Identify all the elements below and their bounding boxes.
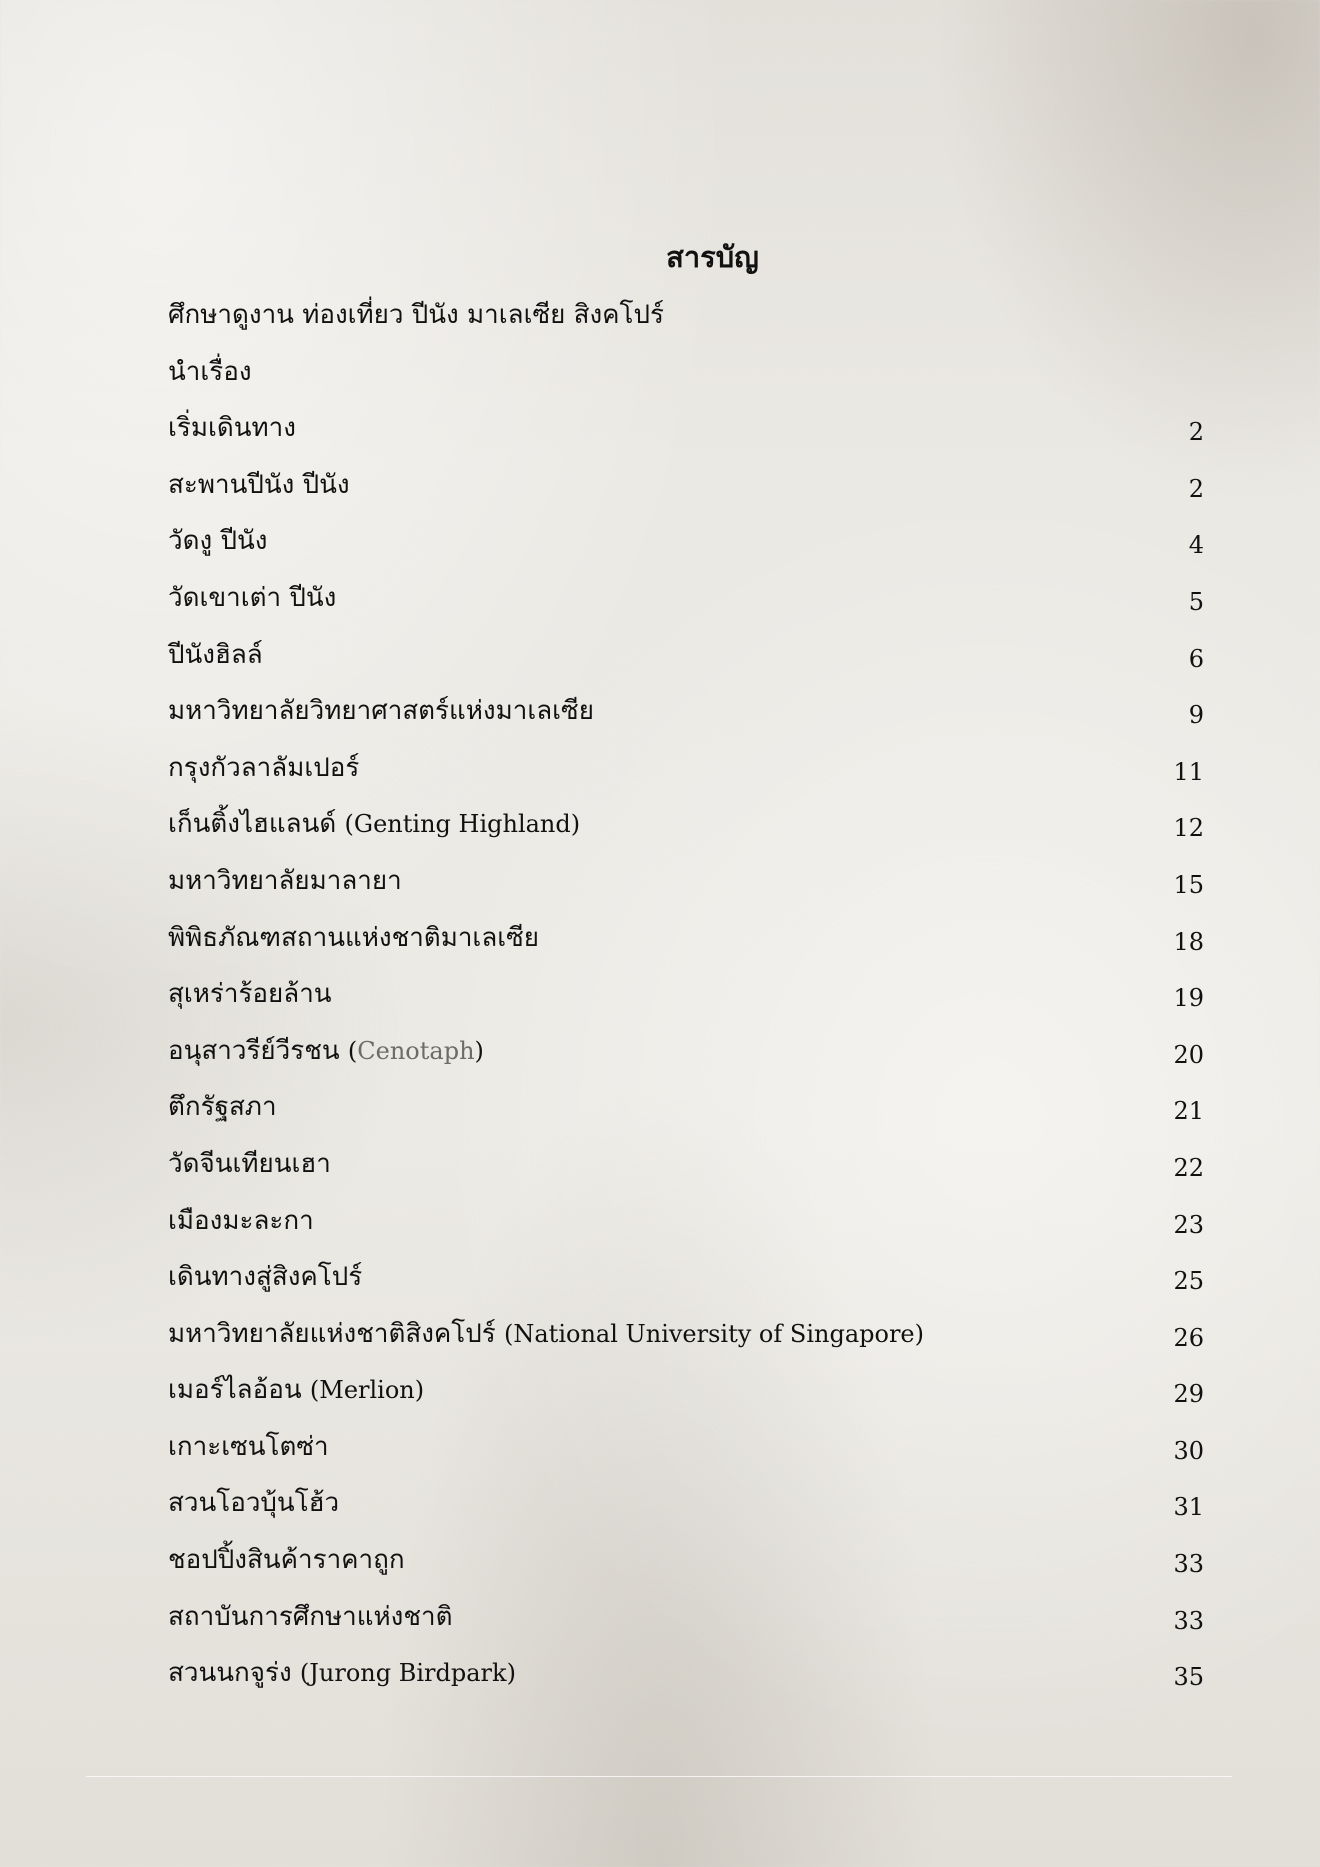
toc-entry-page: 33: [1173, 1550, 1204, 1579]
toc-entry: [168, 516, 1204, 573]
toc-entry-label: มหาวิทยาลัยมาลายา: [168, 865, 402, 896]
toc-entry: [168, 1082, 1204, 1139]
toc-entry-label-english: (National University of Singapore): [504, 1319, 924, 1348]
toc-entry-label: เดินทางสู่สิงคโปร์: [168, 1262, 363, 1293]
toc-entry-page: 33: [1173, 1606, 1204, 1635]
toc-entry: [168, 1309, 1204, 1366]
toc-entry: [168, 290, 1204, 347]
toc-entry-page: 21: [1173, 1097, 1204, 1126]
toc-entry: [168, 1026, 1204, 1083]
toc-entry: [168, 1535, 1204, 1592]
toc-entry-label: ตึกรัฐสภา: [168, 1092, 277, 1123]
toc-entry-page: 2: [1188, 474, 1204, 503]
toc-entry-label: นำเรื่อง: [168, 356, 252, 387]
toc-entry-label: สถาบันการศึกษาแห่งชาติ: [168, 1601, 453, 1632]
toc-entry-page: 18: [1173, 927, 1204, 956]
toc-entry-label: เกาะเซนโตซ่า: [168, 1431, 329, 1462]
toc-entry-page: 9: [1188, 701, 1204, 730]
toc-entry-label-english: Cenotaph: [357, 1036, 475, 1065]
toc-entry-label: มหาวิทยาลัยแห่งชาติสิงคโปร์: [168, 1318, 496, 1349]
footer-divider: [86, 1776, 1232, 1777]
toc-entry: [168, 1422, 1204, 1479]
toc-entry-page: 29: [1173, 1380, 1204, 1409]
toc-entry-label: วัดจีนเทียนเฮา: [168, 1148, 331, 1179]
toc-entry-page: 2: [1188, 418, 1204, 447]
toc-entry-page: 30: [1173, 1436, 1204, 1465]
toc-entry-label-group: [168, 799, 580, 849]
toc-entry: [168, 799, 1204, 856]
toc-entry: [168, 856, 1204, 913]
toc-entry: [168, 686, 1204, 743]
toc-entry-label: เก็นติ้งไฮแลนด์: [168, 809, 337, 840]
toc-entry-label: เมอร์ไลอ้อน: [168, 1375, 302, 1406]
toc-entry-label: สวนโอวบุ้นโฮ้ว: [168, 1488, 340, 1519]
toc-entry: [168, 1478, 1204, 1535]
toc-entry: [168, 913, 1204, 970]
toc-entry-label: พิพิธภัณฑสถานแห่งชาติมาเลเซีย: [168, 922, 540, 953]
toc-entry-label: วัดงู ปีนัง: [168, 526, 268, 557]
page-title: สารบัญ: [666, 240, 759, 274]
toc-entry-page: 26: [1173, 1323, 1204, 1352]
toc-entry-label-english: (Jurong Birdpark): [299, 1659, 516, 1688]
toc-entry-label: เริ่มเดินทาง: [168, 413, 296, 444]
toc-entry-page: 23: [1173, 1210, 1204, 1239]
toc-entry: [168, 1648, 1204, 1705]
toc-entry-page: 22: [1173, 1153, 1204, 1182]
toc-entry-page: 4: [1188, 531, 1204, 560]
toc-entry-label: มหาวิทยาลัยวิทยาศาสตร์แห่งมาเลเซีย: [168, 696, 594, 727]
toc-entry-page: 15: [1173, 870, 1204, 899]
toc-entry-label: ศึกษาดูงาน ท่องเที่ยว ปีนัง มาเลเซีย สิงคโปร์: [168, 300, 664, 330]
toc-entry-label-group: [168, 1365, 424, 1415]
toc-entry-label: ชอปปิ้งสินค้าราคาถูก: [168, 1545, 405, 1576]
toc-entry-page: 11: [1173, 757, 1204, 786]
toc-entry-label-group: [168, 1648, 516, 1698]
toc-entry-label: สะพานปีนัง ปีนัง: [168, 469, 350, 500]
toc-entry-label: วัดเขาเต่า ปีนัง: [168, 582, 337, 613]
toc-entry-page: 35: [1173, 1663, 1204, 1692]
toc-entry-label-english: (Merlion): [309, 1376, 425, 1405]
toc-entry-paren-close: ): [474, 1036, 484, 1065]
toc-entry-label: สวนนกจูร่ง: [168, 1658, 292, 1689]
toc-entry: [168, 1139, 1204, 1196]
toc-entry: [168, 403, 1204, 460]
toc-entry-page: 19: [1173, 984, 1204, 1013]
toc-entry: [168, 1196, 1204, 1253]
toc-entry: [168, 1592, 1204, 1649]
toc-entry: [168, 347, 1204, 404]
toc-entry-page: 25: [1173, 1267, 1204, 1296]
toc-entry-label: อนุสาวรีย์วีรชน: [168, 1035, 340, 1066]
toc-entry: [168, 743, 1204, 800]
toc-entry-page: 5: [1188, 587, 1204, 616]
toc-entry-paren-open: (: [347, 1036, 358, 1065]
toc-entry: [168, 573, 1204, 630]
toc-entry-label: กรุงกัวลาลัมเปอร์: [168, 752, 360, 783]
toc-entry-label-group: [168, 1026, 484, 1076]
toc-entry: [168, 969, 1204, 1026]
toc-entry-page: 20: [1173, 1040, 1204, 1069]
toc-entry-label: เมืองมะละกา: [168, 1205, 314, 1236]
toc-entry: [168, 1252, 1204, 1309]
toc-entry-page: 6: [1188, 644, 1204, 673]
toc-entry-page: 12: [1173, 814, 1204, 843]
toc-entry-label-english: (Genting Highland): [344, 810, 581, 839]
toc-entry-label-group: [168, 1309, 924, 1359]
toc-entry: [168, 630, 1204, 687]
toc-entry-label: สุเหร่าร้อยล้าน: [168, 979, 332, 1010]
table-of-contents: [168, 290, 1204, 1705]
toc-entry: [168, 460, 1204, 517]
toc-entry: [168, 1365, 1204, 1422]
toc-entry-page: 31: [1173, 1493, 1204, 1522]
toc-entry-label: ปีนังฮิลล์: [168, 639, 263, 670]
